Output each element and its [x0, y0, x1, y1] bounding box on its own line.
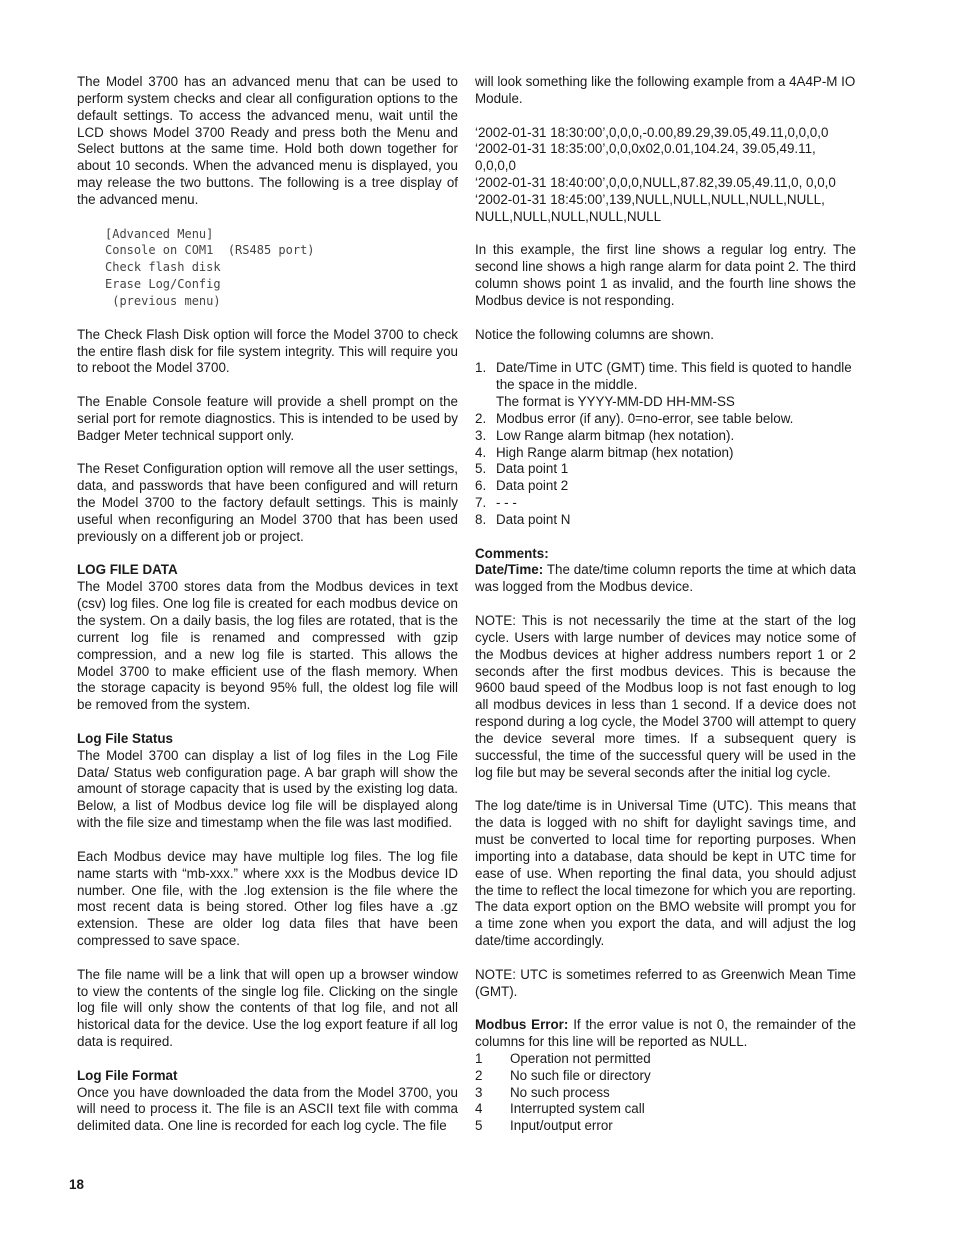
log-file-format-paragraph: Once you have downloaded the data from the Model 3700, you will need to process it. The file is an ASCII text file with comma delimited data. One line is recorded for each log cycle. The file: [77, 1084, 458, 1134]
file-name-link-paragraph: The file name will be a link that will open up a browser window to view the contents of the single log file. Clicking on the single log file will only show the contents of that log file, and not all historical data for the device. Use the log export feature if all log data is required.: [77, 966, 458, 1050]
note1-paragraph: NOTE: This is not necessarily the time at the start of the log cycle. Users with large number of devices may notice some of the Modbus devices at higher address numbers report 1 or 2 seconds after the first modbus devices. This is because the 9600 baud speed of the Modbus loop is not fast enough to log all modbus devices in less than 1 second. If a device does not respond during a log cycle, the Model 3700 will attempt to query the device several more times. If a subsequent query is successful, the time of the successful query will be used in the log file but may be several seconds after the initial log cycle.: [475, 613, 856, 780]
error-code: 3: [475, 1084, 483, 1100]
list-item: [475, 1101, 856, 1118]
menu-line: Check flash disk: [105, 260, 221, 275]
note2-paragraph: NOTE: UTC is sometimes referred to as Greenwich Mean Time (GMT).: [475, 966, 856, 999]
log-file-data-section: [77, 562, 458, 714]
log-file-status-paragraph: The Model 3700 can display a list of log files in the Log File Data/ Status web configuration page. A bar graph will show the amount of storage capacity that is used by the existing log data. Below, a list of Modbus device log file will be displayed along with the file size and timestamp when the file was last modified.: [77, 747, 458, 831]
list-text: Data point 2: [496, 478, 569, 494]
list-number: 5.: [475, 461, 487, 477]
page-number: 18: [69, 1177, 84, 1192]
advanced-menu-tree: [105, 226, 458, 310]
list-item: [475, 1118, 856, 1135]
list-number: 8.: [475, 511, 487, 527]
check-flash-paragraph: The Check Flash Disk option will force the Model 3700 to check the entire flash disk for file system integrity. This will require you to reboot the Model 3700.: [77, 326, 458, 376]
modbus-error-paragraph: [475, 1017, 856, 1051]
list-item: [475, 478, 856, 495]
intro-paragraph: The Model 3700 has an advanced menu that can be used to perform system checks and clear all configuration options to the default settings. To access the advanced menu, wait until the LCD shows Model 3700 Ready and press both the Menu and Select buttons at the same time. Hold both down together for about 10 seconds. When the advanced menu is displayed, you may release the two buttons. The following is a tree display of the advanced menu.: [77, 74, 458, 207]
datetime-label: Date/Time:: [475, 562, 544, 578]
error-code: 1: [475, 1050, 483, 1066]
menu-line: Erase Log/Config: [105, 277, 221, 292]
error-code: 2: [475, 1067, 483, 1083]
list-text: Low Range alarm bitmap (hex notation).: [496, 427, 735, 443]
right-column: [475, 74, 856, 1135]
datetime-text: The date/time column reports the time at which data was logged from the Modbus device.: [475, 562, 856, 595]
error-codes-list: [475, 1051, 856, 1135]
list-number: 3.: [475, 427, 487, 443]
list-number: 6.: [475, 478, 487, 494]
reset-config-paragraph: The Reset Configuration option will remove all the user settings, data, and passwords that have been configured and will return the Model 3700 to the factory default settings. This is mainly useful when reconfiguring an Model 3700 that has been used previously on a different job or project.: [77, 461, 458, 544]
enable-console-paragraph: The Enable Console feature will provide a shell prompt on the serial port for remote diagnostics. This is intended to be used by Badger Meter technical support only.: [77, 394, 458, 443]
list-text: The format is YYYY-MM-DD HH-MM-SS: [496, 394, 735, 410]
left-column: [77, 74, 458, 1152]
error-text: No such process: [510, 1084, 610, 1100]
list-number: 7.: [475, 495, 487, 511]
example-line: 0,0,0,0: [475, 158, 516, 174]
log-file-format-heading: Log File Format: [77, 1067, 178, 1083]
list-item: [475, 428, 856, 445]
list-text: High Range alarm bitmap (hex notation): [496, 444, 734, 460]
example-line: ‘2002-01-31 18:40:00’,0,0,0,NULL,87.82,39.05,49.11,0, 0,0,0: [475, 175, 836, 191]
datetime-paragraph: [475, 562, 856, 596]
list-number: 4.: [475, 444, 487, 460]
list-text: - - -: [496, 495, 517, 511]
list-item: [475, 1085, 856, 1102]
example-line: ‘2002-01-31 18:45:00’,139,NULL,NULL,NULL,NULL,NULL,: [475, 191, 825, 207]
columns-list: [475, 360, 856, 528]
list-number: 1.: [475, 360, 487, 376]
notice-paragraph: Notice the following columns are shown.: [475, 326, 714, 342]
error-text: Interrupted system call: [510, 1101, 645, 1117]
error-text: Operation not permitted: [510, 1050, 651, 1066]
menu-line: Console on COM1 (RS485 port): [105, 243, 315, 258]
log-file-data-paragraph: The Model 3700 stores data from the Modbus devices in text (csv) log files. One log file is created for each modbus device on the system. On a daily basis, the log files are rotated, that is the current log file is renamed and compressed with gzip compression, and a new log file is started. This allows the Model 3700 to make efficient use of the flash memory. When the storage capacity is beyond 95% full, the oldest log file will be removed from the system.: [77, 579, 458, 713]
log-file-data-heading: LOG FILE DATA: [77, 562, 178, 578]
error-code: 5: [475, 1118, 483, 1134]
list-item: [475, 360, 856, 411]
menu-line: [Advanced Menu]: [105, 226, 214, 241]
example-line: ‘2002-01-31 18:30:00’,0,0,0,-0.00,89.29,39.05,49.11,0,0,0,0: [475, 124, 829, 140]
example-explain-paragraph: In this example, the first line shows a regular log entry. The second line shows a high range alarm for data point 2. The third column shows point 1 as invalid, and the fourth line shows the Modbus device is not responding.: [475, 242, 856, 308]
list-item: [475, 411, 856, 428]
log-file-status-heading: Log File Status: [77, 730, 173, 746]
example-line: ‘2002-01-31 18:35:00’,0,0,0x02,0.01,104.24, 39.05,49.11,: [475, 141, 816, 157]
list-item: [475, 445, 856, 462]
list-text: Date/Time in UTC (GMT) time. This field is quoted to handle the space in the middle.: [496, 360, 852, 393]
error-code: 4: [475, 1101, 483, 1117]
comments-heading: Comments:: [475, 545, 549, 561]
log-file-status-section: [77, 731, 458, 832]
list-text: Modbus error (if any). 0=no-error, see table below.: [496, 410, 794, 426]
list-item: [475, 1068, 856, 1085]
log-example-block: [475, 125, 856, 226]
list-item: [475, 1051, 856, 1068]
example-line: NULL,NULL,NULL,NULL,NULL: [475, 208, 662, 224]
error-text: No such file or directory: [510, 1067, 651, 1083]
continuation-paragraph: will look something like the following example from a 4A4P-M IO Module.: [475, 74, 856, 106]
comments-section: [475, 546, 856, 597]
modbus-error-label: Modbus Error:: [475, 1017, 569, 1033]
log-file-format-section: [77, 1068, 458, 1135]
menu-line: (previous menu): [105, 293, 221, 308]
each-device-paragraph: Each Modbus device may have multiple log files. The log file name starts with “mb-xxx.” where xxx is the Modbus device ID number. One file, with the .log extension is the file where the most recent data is being stored. Other log files have a .gz extension. These are older log data files that have been compressed to save space.: [77, 848, 458, 949]
utc-paragraph: The log date/time is in Universal Time (UTC). This means that the data is logged with no shift for daylight savings time, and must be converted to local time for reporting purposes. When importing into a database, data should be kept in UTC time for ease of use. When reporting the final data, you should adjust the time to reflect the local timezone for which you are reporting. The data export option on the BMO website will prompt you for a time zone when you export the data, and will adjust the log date/time accordingly.: [475, 798, 856, 949]
error-text: Input/output error: [510, 1118, 613, 1134]
modbus-error-text: If the error value is not 0, the remainder of the columns for this line will be reported as NULL.: [475, 1017, 856, 1050]
list-text: Data point N: [496, 511, 571, 527]
list-item: [475, 495, 856, 512]
list-item: [475, 461, 856, 478]
list-item: [475, 512, 856, 529]
list-text: Data point 1: [496, 461, 569, 477]
list-number: 2.: [475, 410, 487, 426]
